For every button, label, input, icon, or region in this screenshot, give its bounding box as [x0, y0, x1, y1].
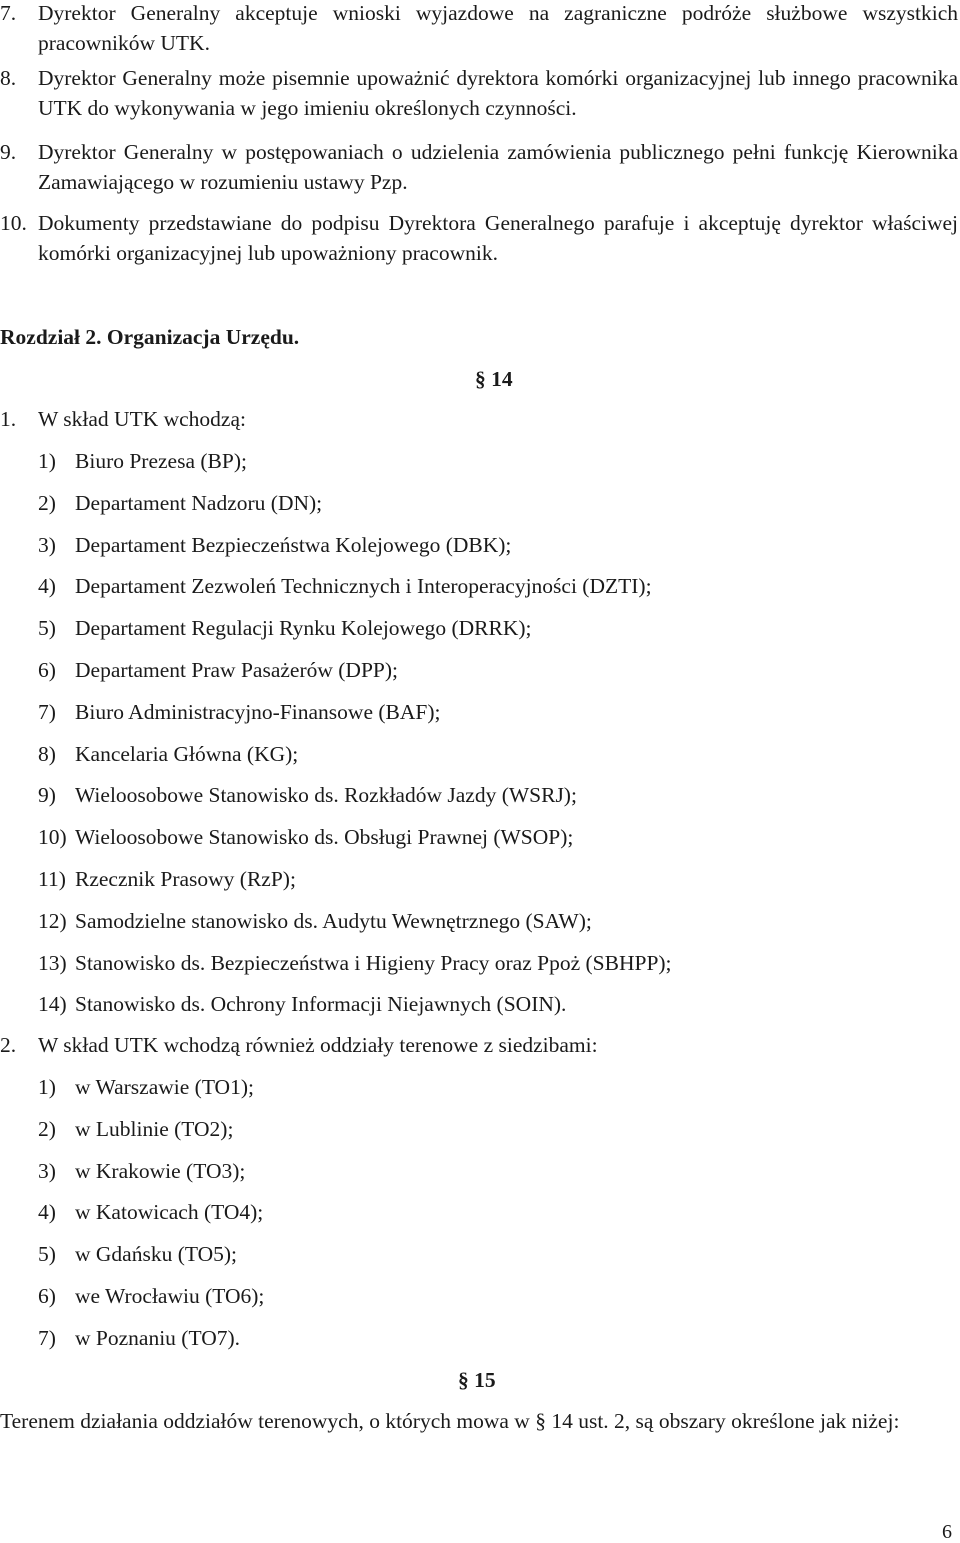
list-item-number: 5): [38, 616, 56, 641]
intro-item-10: [0, 208, 958, 268]
list-item-number: 2): [38, 490, 56, 515]
list-item-number: 10): [38, 825, 67, 850]
list-item-text: w Krakowie (TO3);: [75, 1158, 246, 1183]
list-item-text: w Poznaniu (TO7).: [75, 1325, 241, 1350]
list-item-text: Rzecznik Prasowy (RzP);: [75, 867, 296, 891]
intro-item-9: [0, 137, 958, 197]
list-item-number: 1): [38, 449, 56, 473]
point-number: 2.: [0, 1033, 17, 1057]
point-text: W skład UTK wchodzą:: [38, 407, 246, 431]
list-item-text: w Katowicach (TO4);: [75, 1200, 264, 1225]
section-15-heading: § 15: [458, 1368, 496, 1392]
list-item-text: Biuro Prezesa (BP);: [75, 449, 247, 473]
intro-item-8: [0, 63, 958, 123]
list-item-number: 4): [38, 574, 56, 599]
list-item-number: 8): [38, 741, 56, 766]
point-number: 1.: [0, 407, 17, 431]
list-item-text: Biuro Administracyjno-Finansowe (BAF);: [75, 699, 441, 724]
list-item-number: 2): [38, 1116, 56, 1141]
list-item-text: Kancelaria Główna (KG);: [75, 741, 299, 766]
list-item-text: Departament Bezpieczeństwa Kolejowego (DBK);: [75, 532, 512, 557]
section-14-heading: § 14: [475, 367, 513, 391]
list-item-text: Samodzielne stanowisko ds. Audytu Wewnętrznego (SAW);: [75, 908, 592, 933]
list-item-number: 1): [38, 1075, 56, 1099]
section-15-paragraph: Terenem działania oddziałów terenowych, o których mowa w § 14 ust. 2, są obszary określone jak niżej:: [0, 1409, 900, 1433]
item-text: Dyrektor Generalny może pisemnie upoważnić dyrektora komórki organizacyjnej lub innego pracownika UTK do wykonywania w jego imieniu określonych czynności.: [38, 66, 958, 120]
list-item-number: 3): [38, 532, 56, 557]
list-item-number: 13): [38, 950, 67, 975]
list-item-number: 4): [38, 1200, 56, 1225]
item-text: Dyrektor Generalny w postępowaniach o udzielenia zamówienia publicznego pełni funkcję Kierownika Zamawiającego w rozumieniu ustawy Pzp.: [38, 140, 958, 194]
item-text: Dyrektor Generalny akceptuje wnioski wyjazdowe na zagraniczne podróże służbowe wszystkich pracowników UTK.: [38, 1, 958, 55]
item-number: 7.: [0, 1, 17, 25]
list-item-text: Stanowisko ds. Ochrony Informacji Niejawnych (SOIN).: [75, 992, 567, 1017]
list-item-number: 3): [38, 1158, 56, 1183]
list-item-text: w Gdańsku (TO5);: [75, 1242, 238, 1267]
item-number: 10.: [0, 211, 27, 235]
list-item-number: 7): [38, 1325, 56, 1350]
list-item-number: 9): [38, 783, 56, 808]
list-item-text: Departament Praw Pasażerów (DPP);: [75, 658, 399, 682]
list-item-text: Stanowisko ds. Bezpieczeństwa i Higieny Pracy oraz Ppoż (SBHPP);: [75, 950, 672, 975]
item-number: 9.: [0, 140, 17, 164]
point-text: W skład UTK wchodzą również oddziały terenowe z siedzibami:: [38, 1033, 598, 1057]
list-item-text: Departament Nadzoru (DN);: [75, 490, 323, 515]
list-item-number: 11): [38, 867, 66, 891]
item-number: 8.: [0, 66, 17, 90]
list-item-text: Wieloosobowe Stanowisko ds. Obsługi Prawnej (WSOP);: [75, 825, 574, 850]
chapter-heading: Rozdział 2. Organizacja Urzędu.: [0, 325, 300, 349]
list-item-text: w Lublinie (TO2);: [75, 1116, 234, 1141]
list-item-number: 5): [38, 1242, 56, 1267]
list-item-text: Departament Regulacji Rynku Kolejowego (DRRK);: [75, 616, 532, 641]
list-item-number: 7): [38, 699, 56, 724]
list-item-number: 6): [38, 1284, 56, 1308]
list-item-text: we Wrocławiu (TO6);: [75, 1284, 265, 1308]
intro-item-7: [0, 0, 958, 58]
list-item-number: 12): [38, 908, 67, 933]
list-item-number: 6): [38, 658, 56, 682]
list-item-number: 14): [38, 992, 67, 1017]
list-item-text: Wieloosobowe Stanowisko ds. Rozkładów Jazdy (WSRJ);: [75, 783, 577, 808]
list-item-text: Departament Zezwoleń Technicznych i Interoperacyjności (DZTI);: [75, 574, 652, 599]
item-text: Dokumenty przedstawiane do podpisu Dyrektora Generalnego parafuje i akceptuję dyrektor właściwej komórki organizacyjnej lub upoważniony pracownik.: [38, 211, 958, 265]
list-item-text: w Warszawie (TO1);: [75, 1075, 254, 1099]
page-number: 6: [942, 1521, 952, 1543]
